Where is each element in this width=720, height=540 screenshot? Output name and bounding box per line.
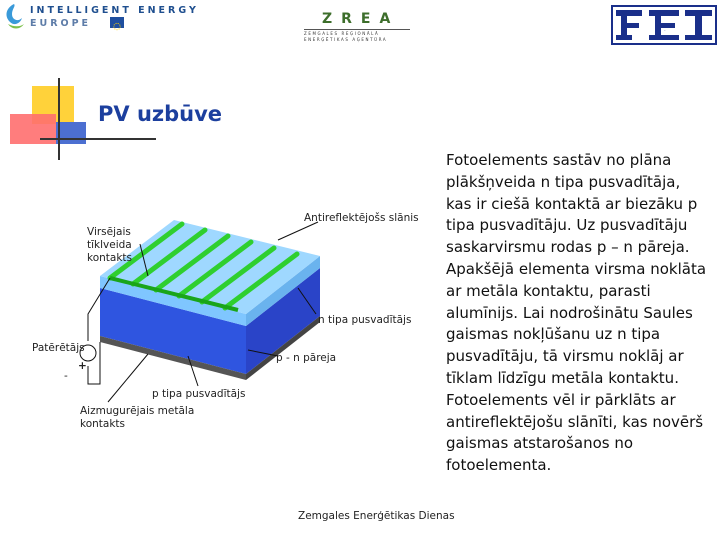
divider xyxy=(304,29,410,30)
zrea-logo-title: ZREA xyxy=(322,11,400,27)
label-text: Virsējais tīklveida kontakts xyxy=(87,226,133,264)
decorative-square xyxy=(10,114,56,144)
zrea-logo-subtitle: ZEMGALES REĢIONĀLĀ xyxy=(304,31,380,36)
label-consumer: Patērētājs xyxy=(32,342,85,354)
label-bottom-contact xyxy=(80,405,200,431)
zrea-logo-subtitle: ENERĢĒTIKAS AĢENTŪRA xyxy=(304,37,388,42)
label-top-contact xyxy=(87,226,151,265)
slide-title: PV uzbūve xyxy=(98,102,223,126)
svg-text:FEI: FEI xyxy=(664,31,666,32)
fei-logo xyxy=(611,5,717,45)
label-antireflective: Antireflektējošs slānis xyxy=(304,212,419,224)
decorative-line xyxy=(40,138,156,140)
swirl-icon xyxy=(2,2,26,32)
label-p-type: p tipa pusvadītājs xyxy=(152,388,246,400)
decorative-square xyxy=(56,122,86,144)
intelligent-energy-europe-logo xyxy=(0,0,200,36)
eu-flag-icon xyxy=(110,17,124,28)
label-pn-junction: p - n pāreja xyxy=(276,352,337,364)
minus-sign: - xyxy=(64,370,68,382)
footer-text: Zemgales Enerģētikas Dienas xyxy=(298,510,455,522)
decorative-line xyxy=(58,78,60,160)
label-n-type: n tipa pusvadītājs xyxy=(318,314,412,326)
slide-body-text: Fotoelements sastāv no plāna plākšņveida n tipa pusvadītāja, kas ir ciešā kontaktā ar biezāku p tipa pusvadītāju. Uz pusvadītāju saskarvirsmu rodas p – n pāreja. Apakšējā elementa virsma noklāta ar metāla kontaktu, parasti alumīnijs. Lai nodrošinātu Saules gaismas nokļūšanu uz n tipa pusvadītāju, tā virsmu noklāj ar tīklam līdzīgu metāla kontaktu. Fotoelements vēl ir pārklāts ar antireflektējošu slānīti, kas novērš gaismas atstarošanos no fotoelementa. xyxy=(446,151,707,475)
plus-sign: + xyxy=(78,360,87,372)
logo-text-line2: EUROPE xyxy=(30,18,92,29)
label-text: Aizmugurējais metāla kontakts xyxy=(80,405,195,430)
logo-text-line1: INTELLIGENT ENERGY xyxy=(30,5,199,16)
